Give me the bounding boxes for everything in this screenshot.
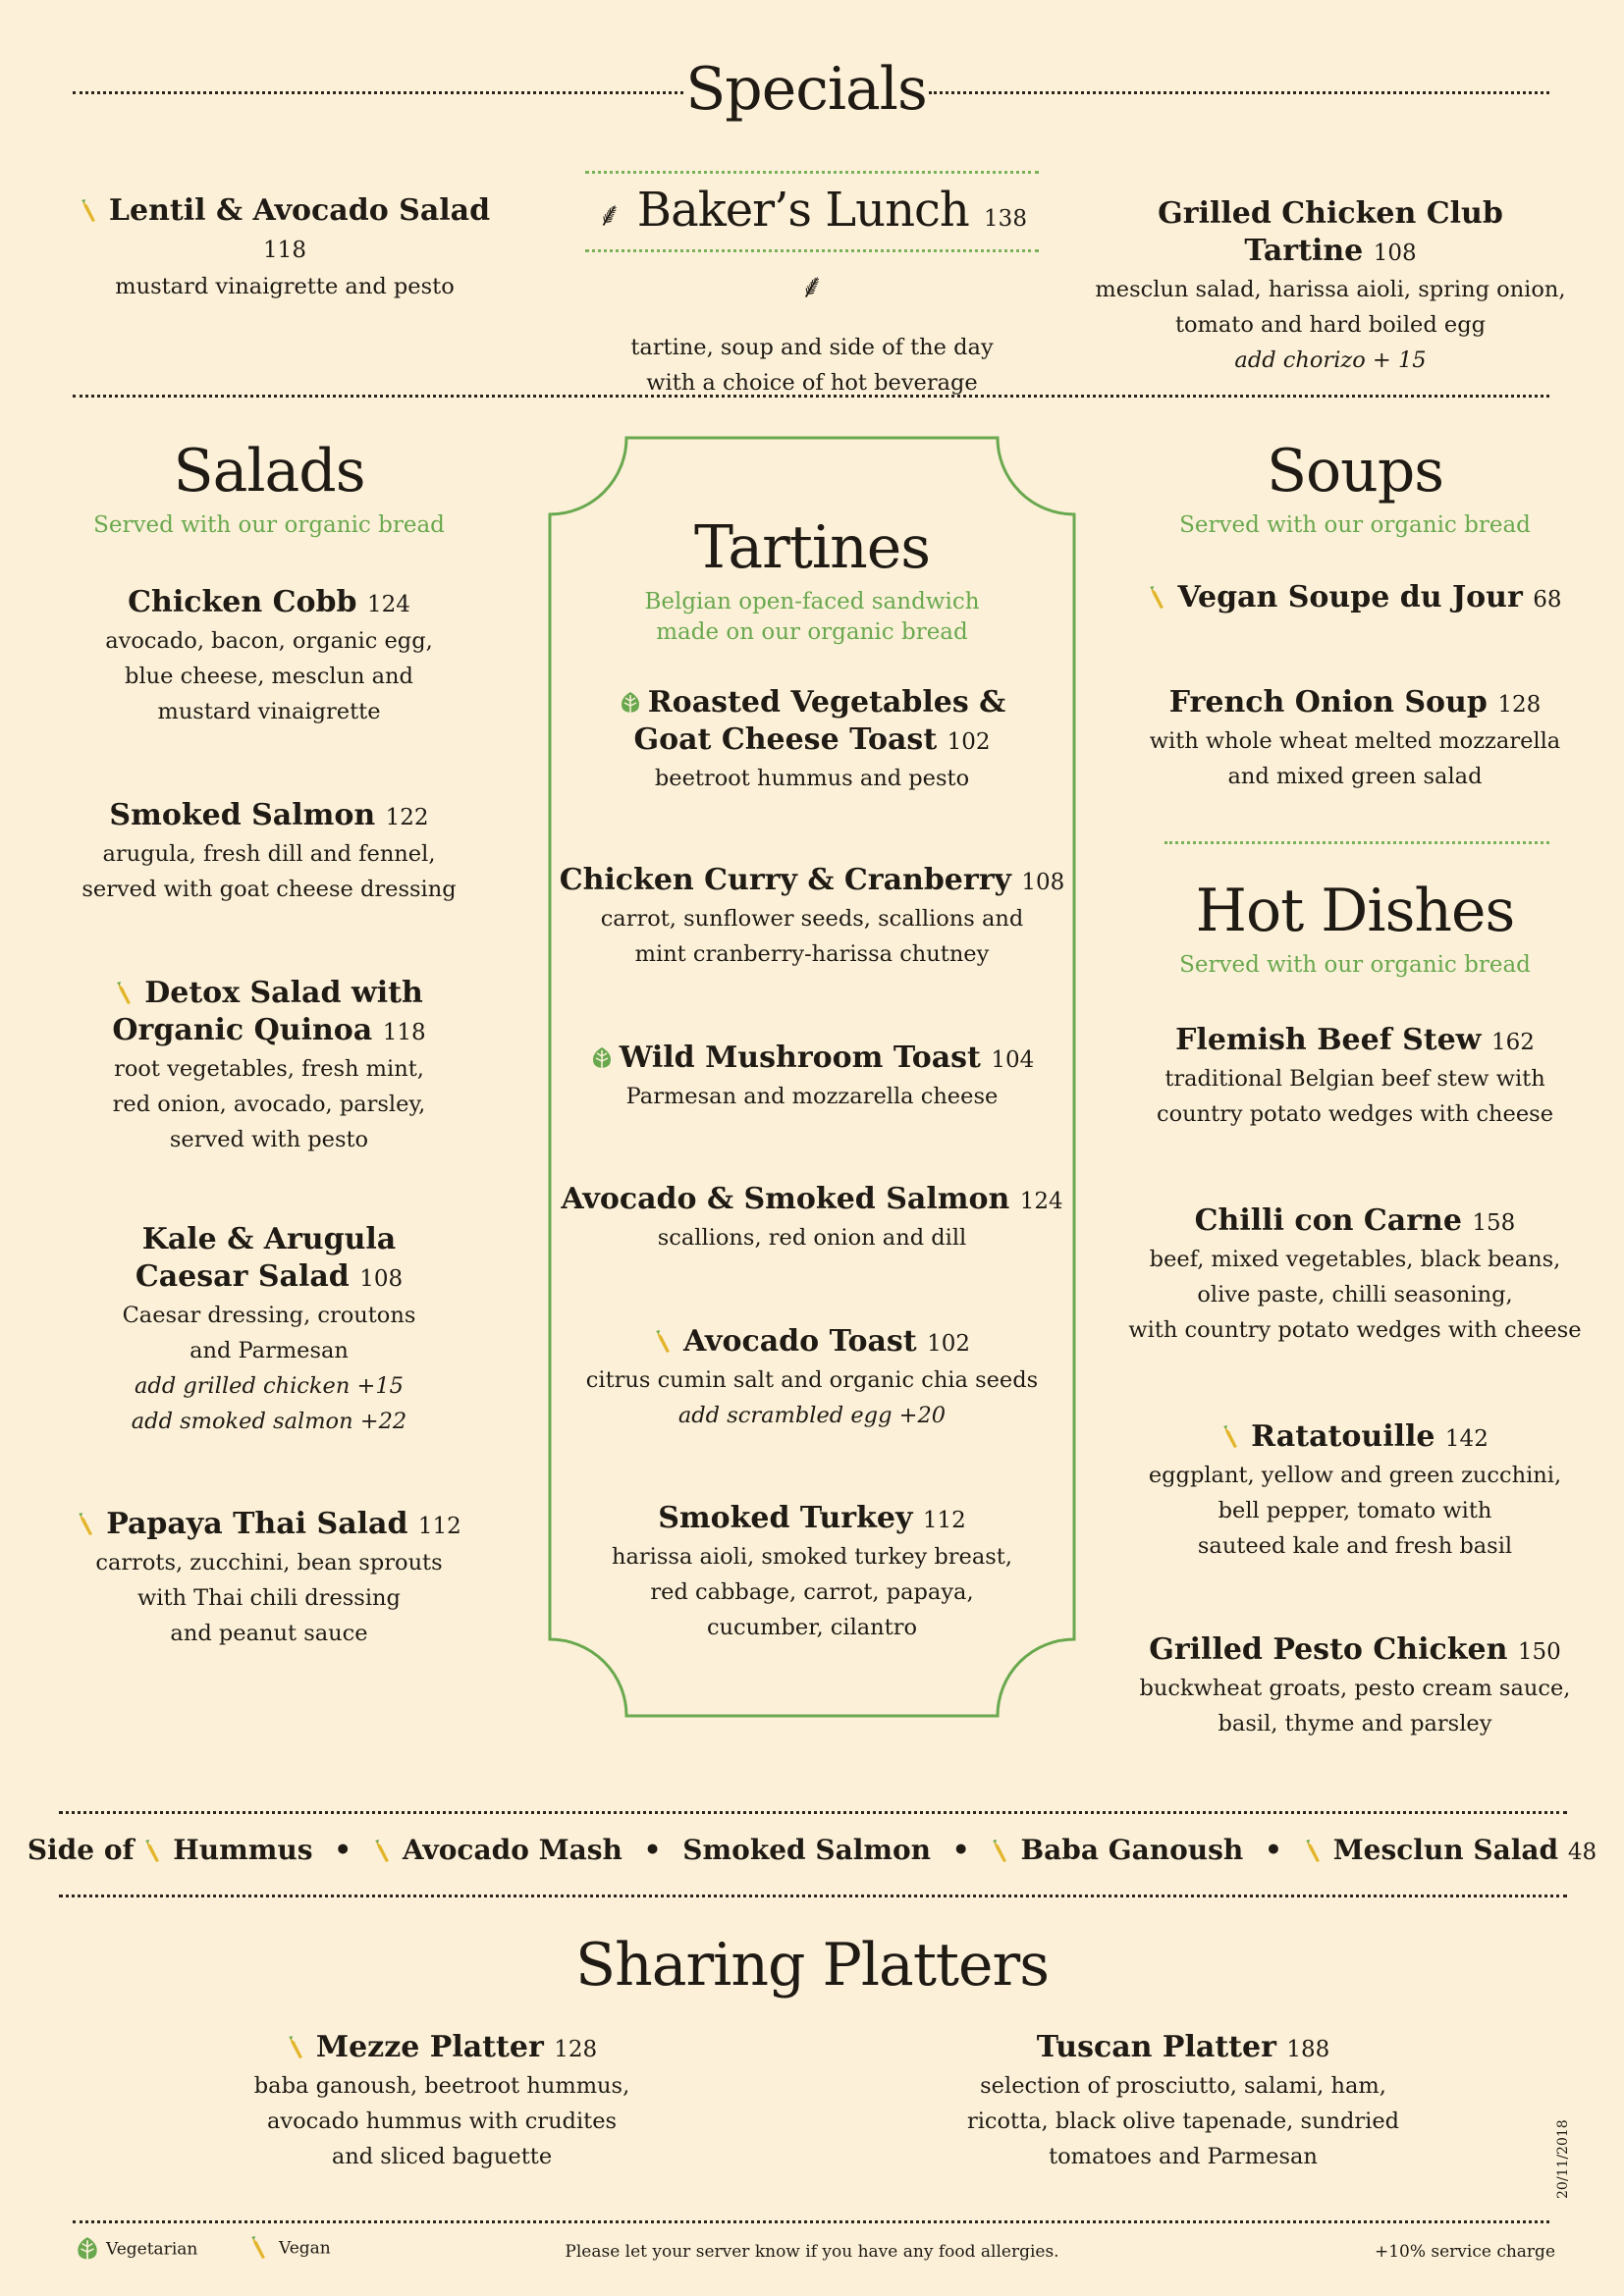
- item-desc: root vegetables, fresh mint,: [114, 1056, 424, 1082]
- salads-subtitle: Served with our organic bread: [93, 512, 445, 538]
- item-desc: served with pesto: [169, 1127, 369, 1152]
- item-price: 124: [1019, 1189, 1063, 1214]
- item-name-1: Detox Salad with: [144, 976, 423, 1010]
- specials-divider: [73, 395, 1549, 398]
- item-desc: bell pepper, tomato with: [1218, 1498, 1492, 1523]
- item-desc: avocado hummus with crudites: [266, 2109, 618, 2134]
- soups-divider: [1164, 841, 1549, 844]
- item-name-1: Kale & Arugula: [141, 1222, 397, 1256]
- bakers-lunch: [585, 179, 1039, 400]
- item-price: 118: [263, 238, 306, 263]
- item-desc: carrots, zucchini, bean sprouts: [95, 1550, 443, 1575]
- bullet-separator: •: [643, 1834, 662, 1866]
- tartines-subtitle-1: Belgian open-faced sandwich: [644, 589, 980, 614]
- item-add: add smoked salmon +22: [131, 1409, 407, 1434]
- tartines-title: Tartines: [693, 513, 931, 582]
- item-price: 108: [1373, 240, 1417, 266]
- vegetarian-icon: [75, 2236, 100, 2264]
- item-desc: mint cranberry-harissa chutney: [634, 941, 990, 967]
- item-desc: citrus cumin salt and organic chia seeds: [585, 1367, 1039, 1393]
- salad-item: [73, 975, 465, 1157]
- item-price: 104: [991, 1047, 1035, 1073]
- bullet-separator: •: [1265, 1834, 1282, 1866]
- item-name: Chicken Cobb: [128, 585, 357, 619]
- item-desc: and sliced baguette: [331, 2144, 553, 2169]
- specials-rule-right: [929, 91, 1549, 94]
- sides-line: [0, 1834, 1624, 1866]
- item-desc: eggplant, yellow and green zucchini,: [1148, 1463, 1562, 1488]
- item-desc: and mixed green salad: [1227, 764, 1483, 789]
- allergy-notice: Please let your server know if you have any food allergies.: [565, 2242, 1059, 2262]
- item-price: 188: [1286, 2037, 1330, 2062]
- bakers-rule-top: [585, 171, 1039, 174]
- hot-dishes-header: [1110, 872, 1600, 981]
- salads-column: [73, 432, 465, 541]
- item-name: Papaya Thai Salad: [106, 1507, 408, 1541]
- item-name: Smoked Turkey: [658, 1501, 913, 1535]
- item-desc: and peanut sauce: [170, 1621, 368, 1646]
- item-desc: country potato wedges with cheese: [1156, 1101, 1554, 1127]
- salad-item: [73, 1506, 465, 1651]
- grilled-chicken-club: [1090, 195, 1571, 378]
- item-name: Mezze Platter: [315, 2030, 544, 2064]
- item-desc: with country potato wedges with cheese: [1128, 1317, 1582, 1343]
- salad-item: [73, 1221, 465, 1439]
- tartine-item: [548, 1500, 1076, 1645]
- item-desc: blue cheese, mesclun and: [125, 664, 413, 689]
- item-name: Chilli con Carne: [1194, 1203, 1462, 1238]
- item-name: Chicken Curry & Cranberry: [559, 863, 1011, 897]
- item-name: Wild Mushroom Toast: [619, 1041, 981, 1075]
- item-desc: harissa aioli, smoked turkey breast,: [611, 1544, 1013, 1570]
- item-price: 150: [1517, 1639, 1561, 1665]
- item-name: Smoked Salmon: [109, 798, 376, 832]
- vegan-icon: [991, 1840, 1014, 1865]
- specials-title: Specials: [685, 55, 927, 124]
- hot-dish-item: [1110, 1418, 1600, 1564]
- item-desc: and Parmesan: [189, 1338, 349, 1363]
- item-desc: beef, mixed vegetables, black beans,: [1149, 1247, 1561, 1272]
- legend-vegetarian: [75, 2236, 197, 2264]
- hot-dishes-subtitle: Served with our organic bread: [1179, 952, 1531, 978]
- vegan-icon: [373, 1840, 397, 1865]
- item-add: add grilled chicken +15: [135, 1373, 404, 1399]
- item-price: 138: [984, 206, 1027, 232]
- salads-title: Salads: [173, 437, 365, 506]
- item-desc: Caesar dressing, croutons: [122, 1303, 416, 1328]
- item-desc: arugula, fresh dill and fennel,: [102, 841, 436, 867]
- item-add: add chorizo + 15: [1234, 347, 1427, 373]
- item-name: Grilled Pesto Chicken: [1149, 1632, 1508, 1667]
- tartines-subtitle-2: made on our organic bread: [656, 619, 968, 645]
- vegan-icon: [143, 1840, 167, 1865]
- item-price: 122: [385, 805, 429, 830]
- salad-item: [73, 584, 465, 729]
- soup-item: [1110, 684, 1600, 794]
- legend-label: Vegan: [279, 2238, 331, 2259]
- hot-dishes-title: Hot Dishes: [1195, 877, 1515, 945]
- legend-vegan: [249, 2236, 331, 2262]
- item-desc: scallions, red onion and dill: [657, 1225, 967, 1251]
- vegan-icon: [1304, 1840, 1327, 1865]
- item-name-1: Roasted Vegetables &: [647, 685, 1006, 720]
- specials-rule-left: [73, 91, 683, 94]
- vegan-icon: [1148, 586, 1171, 612]
- bullet-separator: •: [334, 1834, 352, 1866]
- item-desc: red cabbage, carrot, papaya,: [650, 1579, 974, 1605]
- bullet-separator: •: [951, 1834, 970, 1866]
- vegan-icon: [115, 982, 138, 1007]
- tuscan-platter: [938, 2029, 1429, 2174]
- soups-subtitle: Served with our organic bread: [1179, 512, 1531, 538]
- item-desc-2: tomato and hard boiled egg: [1174, 312, 1487, 338]
- item-name: Ratatouille: [1251, 1419, 1435, 1454]
- item-desc: tomatoes and Parmesan: [1049, 2144, 1318, 2169]
- tartine-item: [548, 684, 1076, 796]
- vegan-icon: [80, 199, 103, 225]
- item-name-2: Goat Cheese Toast: [633, 722, 938, 757]
- item-price: 142: [1444, 1426, 1489, 1452]
- tartines-header: [548, 508, 1076, 648]
- vegetarian-icon: [619, 691, 642, 717]
- item-price: 108: [1021, 870, 1065, 895]
- tartine-item: [548, 862, 1076, 972]
- item-desc: baba ganoush, beetroot hummus,: [253, 2073, 630, 2099]
- item-desc: ricotta, black olive tapenade, sundried: [966, 2109, 1400, 2134]
- hot-dish-item: [1100, 1202, 1610, 1348]
- vegan-icon: [77, 1513, 100, 1538]
- platters-title: Sharing Platters: [574, 1931, 1050, 2000]
- side-item: Avocado Mash: [402, 1834, 623, 1866]
- item-name-1: Grilled Chicken Club: [1158, 196, 1503, 231]
- item-desc: buckwheat groats, pesto cream sauce,: [1139, 1676, 1571, 1701]
- side-item: Baba Ganoush: [1020, 1834, 1244, 1866]
- sides-label: Side of: [27, 1834, 135, 1866]
- item-name-2: Organic Quinoa: [112, 1013, 373, 1047]
- vegan-icon: [1221, 1425, 1245, 1451]
- vegetarian-icon: [590, 1046, 614, 1072]
- item-desc-1: mesclun salad, harissa aioli, spring onion,: [1095, 277, 1566, 302]
- item-price: 128: [1497, 692, 1542, 718]
- legend-label: Vegetarian: [106, 2239, 198, 2260]
- item-name: Flemish Beef Stew: [1175, 1023, 1482, 1057]
- item-desc: beetroot hummus and pesto: [654, 766, 970, 791]
- item-price: 158: [1472, 1210, 1516, 1236]
- side-item: Mesclun Salad: [1332, 1834, 1559, 1866]
- sides-rule-bottom: [59, 1895, 1567, 1897]
- service-charge: +10% service charge: [1374, 2242, 1555, 2262]
- item-add: add scrambled egg +20: [677, 1403, 947, 1428]
- item-desc: olive paste, chilli seasoning,: [1197, 1282, 1513, 1308]
- item-name: Vegan Soupe du Jour: [1177, 580, 1523, 614]
- item-desc: with Thai chili dressing: [137, 1585, 401, 1611]
- item-desc: sauteed kale and fresh basil: [1197, 1533, 1513, 1559]
- item-desc: carrot, sunflower seeds, scallions and: [600, 906, 1024, 932]
- item-desc: avocado, bacon, organic egg,: [105, 628, 433, 654]
- side-item: Smoked Salmon: [682, 1834, 932, 1866]
- sides-rule-top: [59, 1811, 1567, 1814]
- hot-dish-item: [1110, 1631, 1600, 1741]
- soups-title: Soups: [1266, 437, 1444, 506]
- vegan-icon: [654, 1330, 677, 1356]
- tartine-item: [548, 1323, 1076, 1433]
- soup-item: [1110, 579, 1600, 618]
- item-desc: traditional Belgian beef stew with: [1164, 1066, 1545, 1092]
- hot-dish-item: [1110, 1022, 1600, 1132]
- item-desc: selection of prosciutto, salami, ham,: [980, 2073, 1386, 2099]
- item-price: 102: [927, 1331, 971, 1357]
- sides-price: 48: [1567, 1840, 1597, 1865]
- menu-date: 20/11/2018: [1555, 2119, 1571, 2199]
- item-desc: basil, thyme and parsley: [1218, 1711, 1492, 1736]
- ornament-right-icon: ⸙: [799, 267, 825, 306]
- ornament-left-icon: ⸙: [597, 195, 623, 235]
- item-name: Avocado & Smoked Salmon: [561, 1182, 1010, 1216]
- item-desc-1: tartine, soup and side of the day: [630, 335, 994, 360]
- item-price: 128: [554, 2037, 598, 2062]
- item-price: 112: [417, 1514, 461, 1539]
- item-price: 102: [947, 729, 991, 755]
- item-name: French Onion Soup: [1168, 685, 1488, 720]
- item-desc: mustard vinaigrette: [157, 699, 381, 724]
- item-desc: Parmesan and mozzarella cheese: [625, 1084, 999, 1109]
- mezze-platter: [196, 2029, 687, 2174]
- item-desc: with whole wheat melted mozzarella: [1149, 728, 1561, 754]
- item-name: Avocado Toast: [682, 1324, 917, 1359]
- item-price: 118: [382, 1020, 426, 1045]
- item-price: 112: [922, 1508, 966, 1533]
- vegan-icon: [249, 2236, 273, 2262]
- item-price: 162: [1490, 1030, 1535, 1055]
- item-price: 124: [366, 592, 410, 617]
- salad-item: [73, 797, 465, 907]
- side-item: Hummus: [173, 1834, 313, 1866]
- item-name-2: Caesar Salad: [135, 1259, 350, 1294]
- soups-header: [1139, 432, 1571, 541]
- item-desc: cucumber, cilantro: [706, 1615, 918, 1640]
- item-price: 68: [1533, 587, 1562, 613]
- tartine-item: [548, 1040, 1076, 1114]
- item-desc: red onion, avocado, parsley,: [112, 1092, 426, 1117]
- item-desc: served with goat cheese dressing: [81, 877, 457, 902]
- item-desc-2: with a choice of hot beverage: [646, 370, 978, 396]
- lentil-avocado-salad: [69, 192, 501, 304]
- item-price: 108: [359, 1266, 404, 1292]
- footer-rule: [73, 2220, 1549, 2223]
- item-name: Tuscan Platter: [1036, 2030, 1276, 2064]
- item-name-2: Tartine: [1244, 234, 1364, 268]
- item-name: Baker’s Lunch: [636, 183, 969, 238]
- item-desc: mustard vinaigrette and pesto: [115, 274, 455, 299]
- vegan-icon: [287, 2036, 310, 2061]
- tartine-item: [548, 1181, 1076, 1255]
- item-name: Lentil & Avocado Salad: [108, 193, 491, 228]
